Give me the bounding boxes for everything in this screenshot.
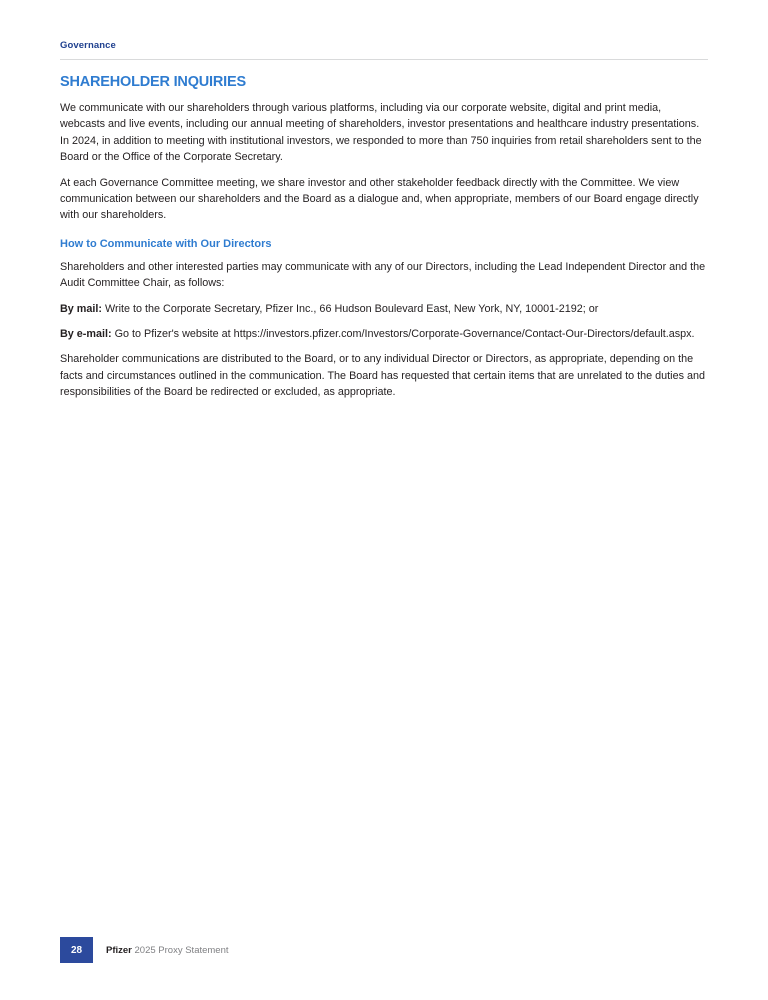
footer-text: [106, 945, 229, 956]
by-mail-text: Write to the Corporate Secretary, Pfizer Inc., 66 Hudson Boulevard East, New York, NY, 10001-2192; or: [105, 302, 599, 315]
article-body: [60, 74, 708, 401]
paragraph-shareholder-platforms: We communicate with our shareholders through various platforms, including via our corporate website, digital and print media, webcasts and live events, including our annual meeting of shareholders, investor presentations and healthcare industry presentations. In 2024, in addition to meeting with institutional investors, we responded to more than 750 inquiries from retail shareholders sent to the Board or the Office of the Corporate Secretary.: [60, 102, 702, 164]
paragraph-communicate-intro: Shareholders and other interested parties may communicate with any of our Directors, including the Lead Independent Director and the Audit Committee Chair, as follows:: [60, 260, 706, 290]
by-email-label: By e-mail:: [60, 328, 112, 341]
section-label: Governance: [60, 40, 708, 60]
subheading-how-to-communicate: How to Communicate with Our Directors: [60, 237, 272, 250]
page-content: [60, 40, 708, 410]
page-header: [60, 40, 708, 60]
page-number-badge: 28: [60, 937, 93, 963]
footer-brand: Pfizer: [106, 944, 132, 956]
method-by-email: [60, 326, 708, 342]
page-title: SHAREHOLDER INQUIRIES: [60, 74, 246, 90]
method-by-mail: [60, 301, 708, 317]
by-email-text: Go to Pfizer's website at https://investors.pfizer.com/Investors/Corporate-Governance/Contact-Our-Directors/default.aspx.: [114, 328, 695, 341]
by-mail-label: By mail:: [60, 302, 103, 315]
paragraph-communications-distribution: Shareholder communications are distributed to the Board, or to any individual Director or Directors, as appropriate, depending on the facts and circumstances outlined in the communication. The Board has requested that certain items that are unrelated to the duties and responsibilities of the Board be redirected or excluded, as appropriate.: [60, 353, 705, 399]
paragraph-governance-committee: At each Governance Committee meeting, we share investor and other stakeholder feedback directly with the Committee. We view communication between our shareholders and the Board as a dialogue and, when appropriate, members of our Board engage directly with our shareholders.: [60, 176, 699, 222]
page-footer: [60, 937, 229, 963]
footer-document-name: 2025 Proxy Statement: [134, 944, 229, 956]
